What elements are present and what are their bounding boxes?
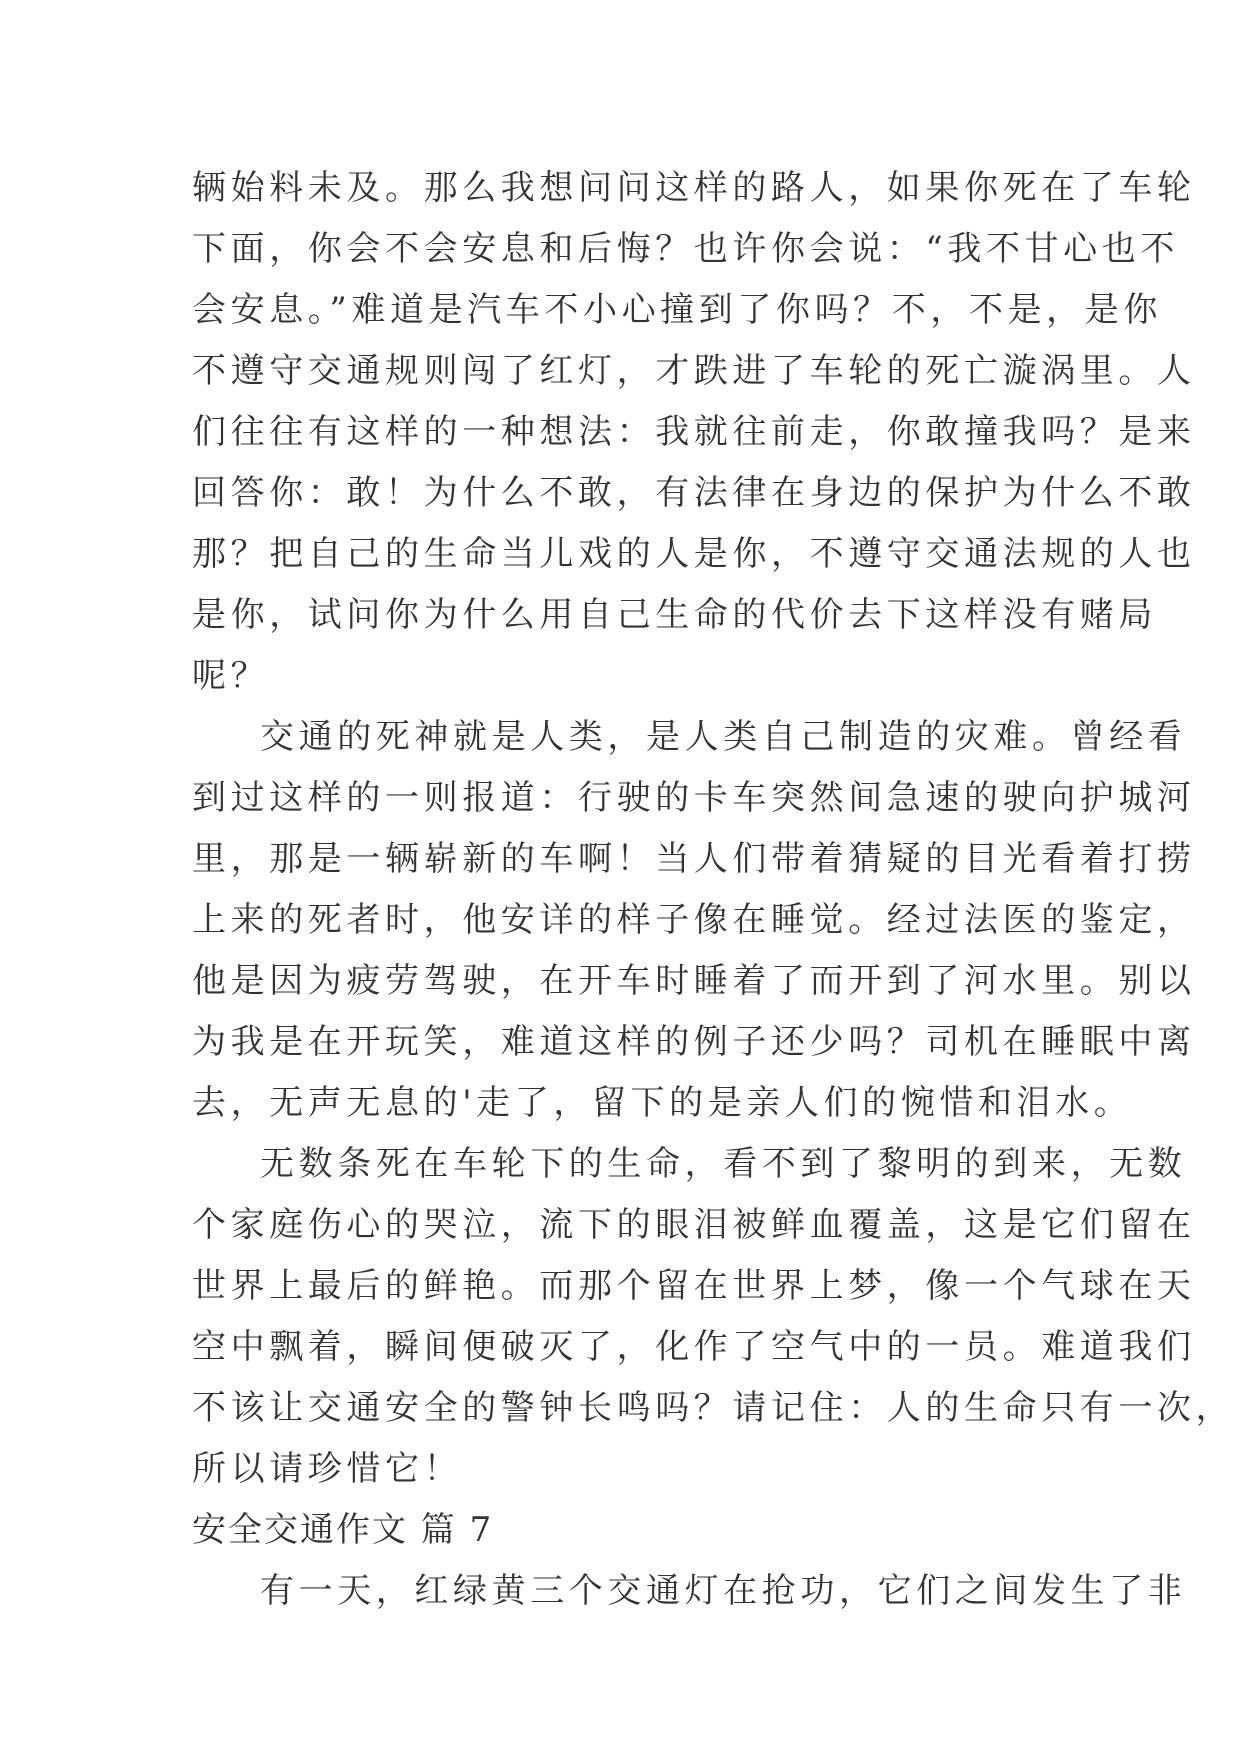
paragraph <box>192 1134 1235 1500</box>
text-line: 回答你：敢！为什么不敢，有法律在身边的保护为什么不敢 <box>192 473 1196 513</box>
text-line: 辆始料未及。那么我想问问这样的路人，如果你死在了车轮 <box>192 168 1196 208</box>
text-line: 有一天，红绿黄三个交通灯在抢功，它们之间发生了非 <box>260 1571 1187 1611</box>
text-line: 世界上最后的鲜艳。而那个留在世界上梦，像一个气球在天 <box>192 1266 1196 1306</box>
paragraph <box>192 707 1196 1134</box>
paragraph <box>192 1561 1187 1622</box>
text-line: 里，那是一辆崭新的车啊！当人们带着猜疑的目光看着打捞 <box>192 839 1196 879</box>
section-heading: 安全交通作文 篇 7 <box>192 1510 494 1550</box>
text-line: 空中飘着，瞬间便破灭了，化作了空气中的一员。难道我们 <box>192 1327 1196 1367</box>
paragraph <box>192 158 1196 707</box>
text-line: 所以请珍惜它！ <box>192 1449 463 1489</box>
text-line: 去，无声无息的'走了，留下的是亲人们的惋惜和泪水。 <box>192 1083 1133 1123</box>
text-line: 无数条死在车轮下的生命，看不到了黎明的到来，无数 <box>260 1144 1187 1184</box>
text-line: 为我是在开玩笑，难道这样的例子还少吗？司机在睡眠中离 <box>192 1022 1196 1062</box>
text-line: 他是因为疲劳驾驶，在开车时睡着了而开到了河水里。别以 <box>192 961 1196 1001</box>
text-line: 个家庭伤心的哭泣，流下的眼泪被鲜血覆盖，这是它们留在 <box>192 1205 1196 1245</box>
text-line: 不遵守交通规则闯了红灯，才跌进了车轮的死亡漩涡里。人 <box>192 351 1196 391</box>
text-line: 到过这样的一则报道：行驶的卡车突然间急速的驶向护城河 <box>192 778 1196 818</box>
text-line: 上来的死者时，他安详的样子像在睡觉。经过法医的鉴定， <box>192 900 1196 940</box>
text-line: 是你，试问你为什么用自己生命的代价去下这样没有赌局 <box>192 595 1157 635</box>
text-line: 那？把自己的生命当儿戏的人是你，不遵守交通法规的人也 <box>192 534 1196 574</box>
document-body <box>192 158 1235 1622</box>
text-line: 下面，你会不会安息和后悔？也许你会说：“我不甘心也不 <box>192 229 1179 269</box>
text-line: 会安息。”难道是汽车不小心撞到了你吗？不，不是，是你 <box>192 290 1162 330</box>
text-line: 交通的死神就是人类，是人类自己制造的灾难。曾经看 <box>260 717 1187 757</box>
text-line: 不该让交通安全的警钟长鸣吗？请记住：人的生命只有一次， <box>192 1388 1235 1428</box>
text-line: 呢？ <box>192 656 270 696</box>
text-line: 们往往有这样的一种想法：我就往前走，你敢撞我吗？是来 <box>192 412 1196 452</box>
